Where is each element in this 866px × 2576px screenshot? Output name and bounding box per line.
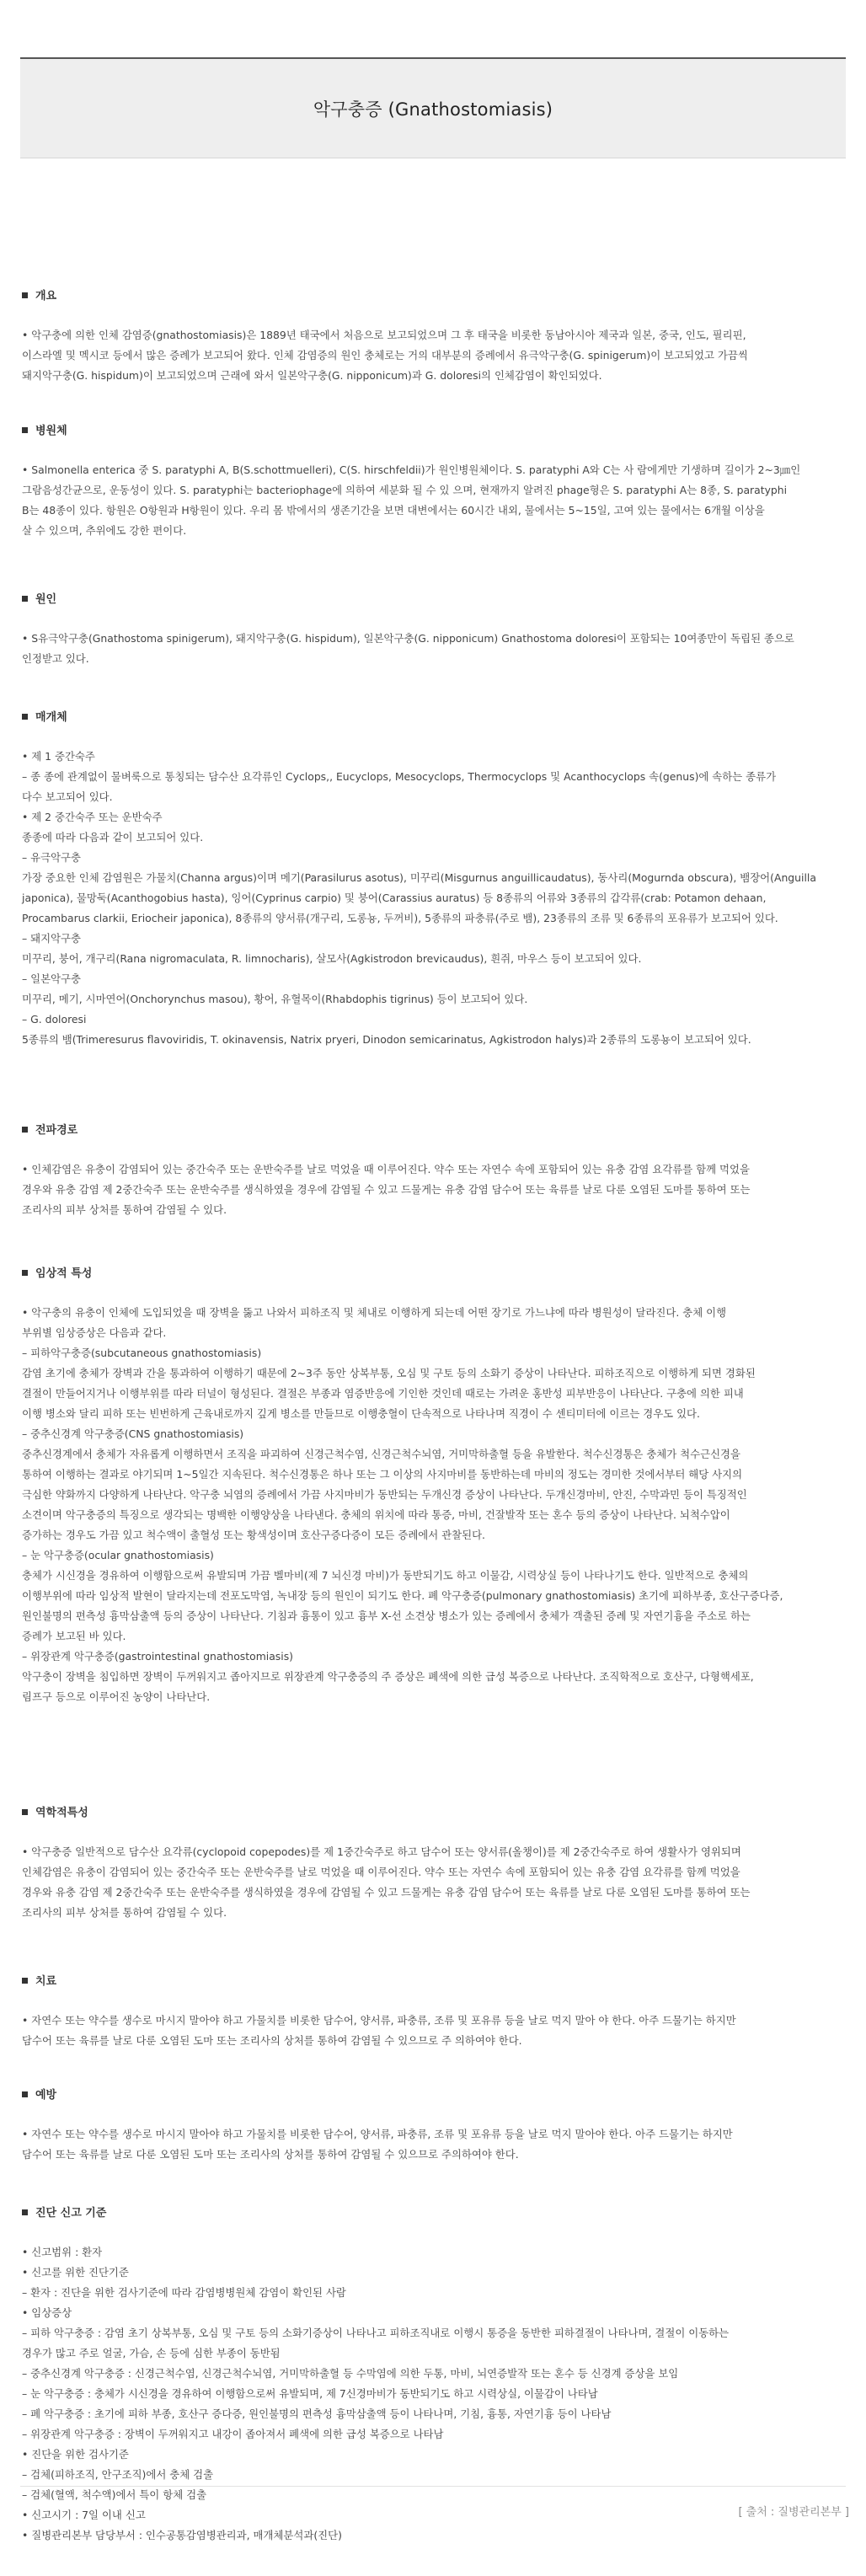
- text-line: – 환자 : 진단을 위한 검사기준에 따라 감염병병원체 감염이 확인된 사람: [22, 2286, 346, 2299]
- section-heading: [22, 1264, 839, 1284]
- text-line: 종종에 따라 다음과 같이 보고되어 있다.: [22, 831, 204, 843]
- section-heading: [22, 2086, 839, 2106]
- text-line: 부위별 임상증상은 다음과 같다.: [22, 1326, 167, 1339]
- square-bullet-icon: [22, 2091, 28, 2097]
- text-line: – 눈 악구충증(ocular gnathostomiasis): [22, 1549, 214, 1561]
- text-line: 돼지악구충(G. hispidum)이 보고되었으며 근래에 와서 일본악구충(G. nipponicum)과 G. doloresi의 인체감염이 확인되었다.: [22, 369, 602, 382]
- text-line: 중추신경계에서 충체가 자유롭게 이행하면서 조직을 파괴하여 신경근척수염, 신경근척수뇌염, 거미막하출혈 등을 유발한다. 척수신경통은 충체가 척수근신경을: [22, 1448, 740, 1460]
- text-line: 인정받고 있다.: [22, 652, 89, 665]
- text-line: 미꾸리, 붕어, 개구리(Rana nigromaculata, R. limnocharis), 살모사(Agkistrodon brevicaudus), 흰쥐, 마우스 등이 보고되어 있다.: [22, 952, 642, 965]
- text-line: 조리사의 피부 상처를 통하여 감염될 수 있다.: [22, 1906, 227, 1919]
- square-bullet-icon: [22, 1978, 28, 1984]
- text-line: • 신고범위 : 환자: [22, 2246, 103, 2258]
- text-line: • 자연수 또는 약수를 생수로 마시지 말아야 하고 가물치를 비롯한 담수어, 양서류, 파충류, 조류 및 포유류 등을 날로 먹지 말아 야 한다. 아주 드물기는 하지만: [22, 2014, 736, 2027]
- text-line: – 종 종에 관계없이 물벼룩으로 통칭되는 담수산 요각류인 Cyclops,, Eucyclops, Mesocyclops, Thermocyclops 및 Acanthocyclops 속(genus)에 속하는 종류가: [22, 770, 777, 783]
- square-bullet-icon: [22, 1270, 28, 1276]
- text-line: 담수어 또는 육류를 날로 다룬 오염된 도마 또는 조리사의 상처를 통하여 감염될 수 있으므로 주 의하여야 한다.: [22, 2034, 522, 2047]
- text-line: – 일본악구충: [22, 972, 81, 985]
- text-line: – 유극악구충: [22, 851, 81, 864]
- text-line: 경우와 유충 감염 제 2중간숙주 또는 운반숙주를 생식하였을 경우에 감염될 수 있고 드물게는 유충 감염 담수어 또는 육류를 날로 다룬 오염된 도마를 통하여 또는: [22, 1183, 751, 1196]
- section-body: [22, 460, 839, 541]
- section-heading: [22, 421, 839, 442]
- square-bullet-icon: [22, 1809, 28, 1815]
- text-line: 경우와 유충 감염 제 2중간숙주 또는 운반숙주를 생식하였을 경우에 감염될 수 있고 드물게는 유충 감염 담수어 또는 육류를 날로 다룬 오염된 도마를 통하여 또는: [22, 1886, 751, 1899]
- footer-divider: [20, 2486, 846, 2487]
- section-7: [22, 1803, 839, 1923]
- text-line: 증가하는 경우도 가끔 있고 척수액이 출혈성 또는 황색성이며 호산구증다증이 모든 증례에서 관찰된다.: [22, 1529, 485, 1541]
- section-heading: [22, 1803, 839, 1824]
- section-heading-text: 병원체: [35, 425, 67, 437]
- text-line: • 악구충에 의한 인체 감염증(gnathostomiasis)은 1889년 태국에서 처음으로 보고되었으며 그 후 태국을 비롯한 동남아시아 제국과 일본, 중국, 인도, 필리핀,: [22, 329, 746, 341]
- square-bullet-icon: [22, 714, 28, 720]
- text-line: 5종류의 뱀(Trimeresurus flavoviridis, T. okinavensis, Natrix pryeri, Dinodon semicarinatus, Agkistrodon halys)과 2종류의 도롱뇽이 보고되어 있다.: [22, 1033, 751, 1046]
- text-line: japonica), 물망둑(Acanthogobius hasta), 잉어(Cyprinus carpio) 및 붕어(Carassius auratus) 등 8종류의 어류와 3종류의 갑각류(crab: Potamon dehaan,: [22, 892, 767, 904]
- text-line: • 인체감염은 유충이 감염되어 있는 중간숙주 또는 운반숙주를 날로 먹었을 때 이루어진다. 약수 또는 자연수 속에 포함되어 있는 유충 감염 요각류를 함께 먹었을: [22, 1163, 750, 1176]
- text-line: • 자연수 또는 약수를 생수로 마시지 말아야 하고 가물치를 비롯한 담수어, 양서류, 파충류, 조류 및 포유류 등을 날로 먹지 말아야 한다. 아주 드물기는 하지만: [22, 2128, 733, 2140]
- section-heading-text: 매개체: [35, 711, 67, 724]
- section-body: [22, 1159, 839, 1220]
- text-line: – 중추신경계 악구충증(CNS gnathostomiasis): [22, 1427, 244, 1440]
- text-line: 담수어 또는 육류를 날로 다룬 오염된 도마 또는 조리사의 상처를 통하여 감염될 수 있으므로 주의하여야 한다.: [22, 2148, 519, 2161]
- section-body: [22, 1842, 839, 1923]
- text-line: – 피하악구충증(subcutaneous gnathostomiasis): [22, 1347, 262, 1359]
- page-title: 악구충증 (Gnathostomiasis): [313, 99, 553, 120]
- text-line: 소견이며 악구충증의 특징으로 생각되는 명백한 이행양상을 나타낸다. 충체의 위치에 따라 통증, 마비, 건잘발작 또는 혼수 등의 증상이 나타난다. 뇌척수압이: [22, 1508, 730, 1521]
- section-heading-text: 전파경로: [35, 1124, 78, 1137]
- text-line: 충체가 시신경을 경유하여 이행함으로써 유발되며 가끔 벨마비(제 7 뇌신경 마비)가 동반되기도 하고 이물감, 시력상실 등이 나타나기도 한다. 일반적으로 충체의: [22, 1569, 749, 1582]
- square-bullet-icon: [22, 1127, 28, 1133]
- text-line: 악구충이 장벽을 침입하면 장벽이 두꺼워지고 좁아지므로 위장관계 악구충증의 주 증상은 폐색에 의한 급성 복증으로 나타난다. 조직학적으로 호산구, 다형핵세포,: [22, 1670, 754, 1683]
- section-3: [22, 590, 839, 669]
- text-line: 극심한 약화까지 다양하게 나타난다. 악구충 뇌염의 증례에서 가끔 사지마비가 동반되는 두개신경 증상이 나타난다. 두개신경마비, 안진, 수막과민 등이 특징적인: [22, 1488, 747, 1501]
- title-banner: [20, 57, 846, 158]
- section-heading: [22, 2204, 839, 2224]
- text-line: – 위장관계 악구충증 : 장벽이 두꺼워지고 내강이 좁아져서 폐색에 의한 급성 복증으로 나타남: [22, 2428, 444, 2440]
- text-line: • 제 1 중간숙주: [22, 750, 95, 763]
- section-heading: [22, 590, 839, 610]
- section-body: [22, 2242, 839, 2546]
- section-body: [22, 747, 839, 1050]
- section-8: [22, 1972, 839, 2051]
- text-line: • 임상증상: [22, 2306, 72, 2319]
- text-line: 살 수 있으며, 추위에도 강한 편이다.: [22, 524, 187, 537]
- text-line: • 진단을 위한 검사기준: [22, 2448, 129, 2461]
- text-line: B는 48종이 있다. 항원은 O항원과 H항원이 있다. 우리 몸 밖에서의 생존기간을 보면 대변에서는 60시간 내외, 물에서는 5~15일, 고여 있는 물에서는 6개월 이상을: [22, 504, 765, 517]
- text-line: • Salmonella enterica 중 S. paratyphi A, B(S.schottmuelleri), C(S. hirschfeldii)가 원인병원체이다. S. paratyphi A와 C는 사 람에게만 기생하며 길이가 2~3㎛인: [22, 463, 801, 476]
- text-line: 다수 보고되어 있다.: [22, 790, 113, 803]
- section-6: [22, 1264, 839, 1707]
- section-heading-text: 예방: [35, 2089, 57, 2102]
- text-line: 원인불명의 편측성 흉막삼출액 등의 증상이 나타난다. 기침과 흉통이 있고 흉부 X-선 소견상 병소가 있는 증례에서 충체가 객출된 증례 및 자연기흉을 주소로 하는: [22, 1609, 751, 1622]
- text-line: – 돼지악구충: [22, 932, 81, 945]
- section-heading: [22, 1121, 839, 1141]
- section-body: [22, 325, 839, 386]
- section-5: [22, 1121, 839, 1220]
- text-line: – 검체(혈액, 척수액)에서 특이 항체 검출: [22, 2488, 207, 2501]
- text-line: • 악구충의 유충이 인체에 도입되었을 때 장벽을 뚫고 나와서 피하조직 및 체내로 이행하게 되는데 어떤 장기로 가느냐에 따라 병원성이 달라진다. 충체 이행: [22, 1306, 727, 1319]
- section-body: [22, 2011, 839, 2051]
- text-line: 증례가 보고된 바 있다.: [22, 1630, 126, 1642]
- square-bullet-icon: [22, 427, 28, 433]
- section-heading-text: 치료: [35, 1975, 57, 1988]
- section-heading-text: 원인: [35, 593, 57, 606]
- text-line: Procambarus clarkii, Eriocheir japonica), 8종류의 양서류(개구리, 도롱뇽, 두꺼비), 5종류의 파충류(주로 뱀), 23종류의 조류 및 6종류의 포유류가 보고되어 있다.: [22, 912, 778, 924]
- text-line: 통하여 이행하는 결과로 야기되며 1~5일간 지속된다. 척수신경통은 하나 또는 그 이상의 사지마비를 동반하는데 마비의 정도는 경미한 것에서부터 해당 사지의: [22, 1468, 743, 1481]
- section-heading: [22, 1972, 839, 1992]
- text-line: 미꾸리, 메기, 시마연어(Onchorynchus masou), 황어, 유혈목이(Rhabdophis tigrinus) 등이 보고되어 있다.: [22, 993, 528, 1005]
- text-line: 경우가 많고 주로 얼굴, 가슴, 손 등에 심한 부종이 동반됨: [22, 2347, 281, 2359]
- text-line: 이스라엘 및 멕시코 등에서 많은 증례가 보고되어 왔다. 인체 감염증의 원인 충체로는 거의 대부분의 증례에서 유극악구충(G. spinigerum)이 보고되었고 가끔씩: [22, 349, 748, 361]
- text-line: – G. doloresi: [22, 1013, 87, 1026]
- square-bullet-icon: [22, 2209, 28, 2215]
- text-line: – 폐 악구충증 : 초기에 피하 부종, 호산구 증다증, 원인불명의 편측성 흉막삼출액 등이 나타나며, 기침, 흉통, 자연기흉 등이 나타남: [22, 2407, 612, 2420]
- text-line: – 중추신경계 악구충증 : 신경근척수염, 신경근척수뇌염, 거미막하출혈 등 수막염에 의한 두통, 마비, 뇌연증발작 또는 혼수 등 신경계 증상을 보임: [22, 2367, 679, 2380]
- section-heading: [22, 708, 839, 728]
- text-line: 감염 초기에 충체가 장벽과 간을 통과하여 이행하기 때문에 2~3주 동안 상복부통, 오심 및 구토 등의 소화기 증상이 나타난다. 피하조직으로 이행하게 되면 경화된: [22, 1367, 756, 1379]
- text-line: 조리사의 피부 상처를 통하여 감염될 수 있다.: [22, 1203, 227, 1216]
- section-body: [22, 629, 839, 669]
- section-body: [22, 1303, 839, 1707]
- text-line: • S유극악구충(Gnathostoma spinigerum), 돼지악구충(G. hispidum), 일본악구충(G. nipponicum) Gnathostoma doloresi이 포함되는 10여종만이 독립된 종으로: [22, 632, 794, 645]
- section-heading-text: 개요: [35, 290, 57, 303]
- text-line: 이행부위에 따라 임상적 발현이 달라지는데 전포도막염, 녹내장 등의 원인이 되기도 한다. 폐 악구충증(pulmonary gnathostomiasis) 초기에 피하부종, 호산구증다증,: [22, 1589, 783, 1602]
- text-line: – 눈 악구충증 : 충체가 시신경을 경유하여 이행함으로써 유발되며, 제 7신경마비가 동반되기도 하고 시력상실, 이물감이 나타남: [22, 2387, 598, 2400]
- section-10: [22, 2204, 839, 2546]
- text-line: – 검체(피하조직, 안구조직)에서 충체 검출: [22, 2468, 214, 2481]
- section-heading: [22, 287, 839, 307]
- section-heading-text: 진단 신고 기준: [35, 2207, 107, 2220]
- source-credit: [ 출처 : 질병관리본부 ]: [738, 2506, 849, 2519]
- text-line: – 피하 악구충증 : 감염 초기 상복부통, 오심 및 구토 등의 소화기증상이 나타나고 피하조직내로 이행시 통증을 동반한 피하결절이 나타나며, 결절이 이동하는: [22, 2327, 730, 2339]
- text-line: 그람음성간균으로, 운동성이 있다. S. paratyphi는 bacteriophage에 의하여 세분화 될 수 있 으며, 현재까지 알려진 phage형은 S. paratyphi A는 8종, S. paratyphi: [22, 484, 788, 496]
- text-line: 결절이 만들어지거나 이행부위를 따라 터널이 형성된다. 결절은 부종과 염증반응에 기인한 것인데 때로는 가려운 홍반성 피부반응이 나타난다. 구충에 의한 피내: [22, 1387, 744, 1400]
- text-line: 이행 병소와 달리 피하 또는 빈번하게 근육내로까지 깊게 병소를 만들므로 이행충혈이 단속적으로 나타나며 직경이 수 센티미터에 이르는 경우도 있다.: [22, 1407, 700, 1420]
- section-2: [22, 421, 839, 541]
- text-line: • 악구충증 일반적으로 담수산 요각류(cyclopoid copepodes)를 제 1중간숙주로 하고 담수어 또는 양서류(올챙이)를 제 2중간숙주로 하여 생활사가 영위되며: [22, 1845, 741, 1858]
- text-line: • 신고를 위한 진단기준: [22, 2266, 129, 2279]
- text-line: 인체감염은 유충이 감염되어 있는 중간숙주 또는 운반숙주를 날로 먹었을 때 이루어진다. 약수 또는 자연수 속에 포함되어 있는 유충 감염 요각류를 함께 먹었을: [22, 1866, 740, 1878]
- section-body: [22, 2124, 839, 2165]
- square-bullet-icon: [22, 596, 28, 602]
- text-line: • 질병관리본부 담당부서 : 인수공통감염병관리과, 매개체분석과(진단): [22, 2529, 342, 2541]
- text-line: 림프구 등으로 이루어진 농양이 나타난다.: [22, 1690, 211, 1703]
- section-9: [22, 2086, 839, 2165]
- section-heading-text: 역학적특성: [35, 1807, 88, 1819]
- text-line: – 위장관계 악구충증(gastrointestinal gnathostomiasis): [22, 1650, 293, 1663]
- section-4: [22, 708, 839, 1050]
- section-heading-text: 임상적 특성: [35, 1267, 93, 1280]
- text-line: • 신고시기 : 7일 이내 신고: [22, 2509, 146, 2521]
- text-line: 가장 중요한 인체 감염원은 가물치(Channa argus)이며 메기(Parasilurus asotus), 미꾸리(Misgurnus anguillicaudatus), 동사리(Mogurnda obscura), 뱀장어(Anguilla: [22, 871, 816, 884]
- text-line: • 제 2 중간숙주 또는 운반숙주: [22, 811, 163, 823]
- section-1: [22, 287, 839, 386]
- square-bullet-icon: [22, 292, 28, 298]
